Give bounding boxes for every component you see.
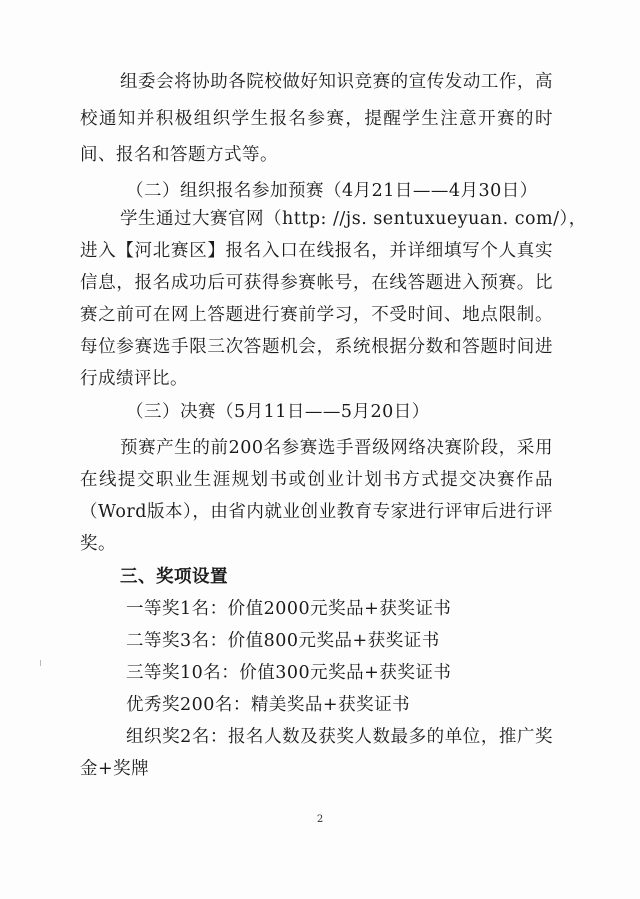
paragraph-2-line-4: 赛之前可在网上答题进行赛前学习，不受时间、地点限制。 <box>80 305 553 325</box>
award-third-prize: 三等奖10名：价值300元奖品+获奖证书 <box>126 663 452 683</box>
paragraph-1-line-2: 校通知并积极组织学生报名参赛，提醒学生注意开赛的时 <box>80 109 553 129</box>
paragraph-3-line-1: 预赛产生的前200名参赛选手晋级网络决赛阶段，采用 <box>120 438 553 458</box>
paragraph-2-line-2: 进入【河北赛区】报名入口在线报名，并详细填写个人真实 <box>80 241 553 261</box>
paragraph-3-line-3: （Word版本），由省内就业创业教育专家进行评审后进行评 <box>80 502 553 522</box>
paragraph-3-line-2: 在线提交职业生涯规划书或创业计划书方式提交决赛作品 <box>80 470 553 490</box>
section-3-heading: （三）决赛（5月11日——5月20日） <box>126 402 430 422</box>
award-organization-prize-line-2: 金+奖牌 <box>80 759 150 779</box>
award-organization-prize-line-1: 组织奖2名：报名人数及获奖人数最多的单位，推广奖 <box>126 727 553 747</box>
paragraph-2-line-3: 信息，报名成功后可获得参赛帐号，在线答题进入预赛。比 <box>80 273 553 293</box>
award-first-prize: 一等奖1名：价值2000元奖品+获奖证书 <box>126 599 452 619</box>
scan-speck <box>40 660 41 666</box>
paragraph-3-line-4: 奖。 <box>80 534 116 554</box>
section-2-heading: （二）组织报名参加预赛（4月21日——4月30日） <box>126 181 538 201</box>
award-excellence-prize: 优秀奖200名：精美奖品+获奖证书 <box>126 695 411 715</box>
award-second-prize: 二等奖3名：价值800元奖品+获奖证书 <box>126 631 440 651</box>
page-number: 2 <box>316 814 324 825</box>
paragraph-2-line-5: 每位参赛选手限三次答题机会，系统根据分数和答题时间进 <box>80 337 553 357</box>
awards-heading: 三、奖项设置 <box>120 567 228 587</box>
paragraph-2-line-6: 行成绩评比。 <box>80 369 188 389</box>
paragraph-1-line-1: 组委会将协助各院校做好知识竞赛的宣传发动工作，高 <box>120 72 553 92</box>
paragraph-2-line-1: 学生通过大赛官网（http: //js. sentuxueyuan. com/）， <box>120 209 587 229</box>
paragraph-1-line-3: 间、报名和答题方式等。 <box>80 145 278 165</box>
